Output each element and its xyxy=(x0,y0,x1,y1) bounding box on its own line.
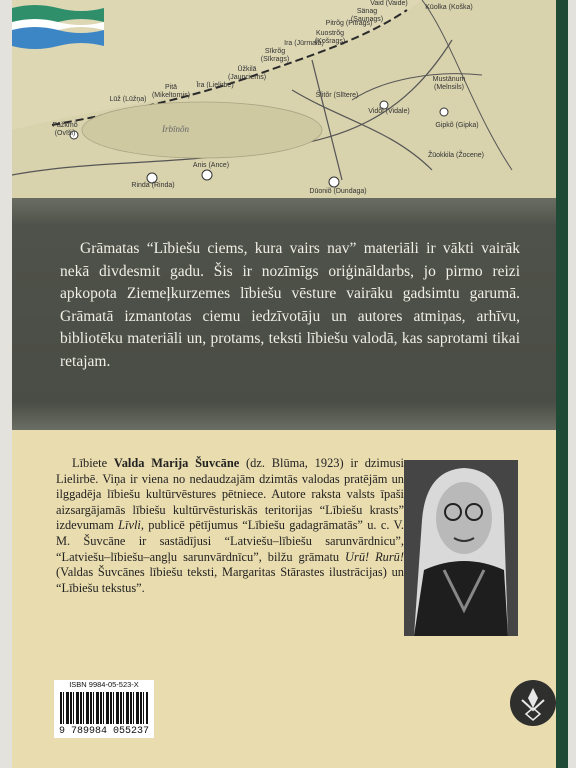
publisher-logo-icon xyxy=(510,680,556,726)
isbn-number: 9 789984 055237 xyxy=(58,726,149,737)
description-band xyxy=(12,198,556,430)
place-label: Lūž (Lūžņa) xyxy=(109,96,147,103)
place-label: Žūokkila (Žocene) xyxy=(427,152,485,159)
place-label: Mustānum (Melnsils) xyxy=(432,76,466,91)
place-label: Kuostrõg (Košrags) xyxy=(314,30,346,45)
barcode-bars xyxy=(60,692,148,724)
place-label: Pāžkmõ (Ovīši) xyxy=(52,122,78,137)
author-photo xyxy=(404,460,518,636)
livonian-flag xyxy=(12,0,104,50)
place-label: Vaid (Vaide) xyxy=(370,0,408,7)
place-label: Sīkrõg (Sīkrags) xyxy=(260,48,290,63)
book-back-cover xyxy=(12,0,568,768)
place-label: Ira (Jūrmala) xyxy=(284,40,324,47)
place-label: Ūžkilā (Jaunciems) xyxy=(227,66,267,81)
bio-intro: Lībiete xyxy=(72,456,114,470)
isbn-barcode xyxy=(54,680,154,738)
place-label: Īra (Lielirbe) xyxy=(196,82,234,89)
livli-title: Līvli xyxy=(118,518,141,533)
cover-edge xyxy=(556,0,568,768)
place-label: Sänag (Saunags) xyxy=(350,8,384,23)
place-label: Rinda (Rinda) xyxy=(131,182,175,189)
urru-title: Urū! Rurū! xyxy=(345,549,404,564)
place-label: Šlitõr (Slītere) xyxy=(315,92,359,99)
place-label: Gipkõ (Gipka) xyxy=(435,122,479,129)
bio-text: (dz. Blūma, 1923) ir dzimusi Lielirbē. Viņa ir viena no nedaudzajām dzimtās valodas pratējām un ilggadēja lībiešu kultūrvēstures pētniece. Autore raksta valsts īpaši aizsargājamās lībiešu kultūrvēsturiskās teritorijas “Lībiešu krasts” izdevumam xyxy=(56,456,404,533)
bio-text: , publicē pētījumus “Lībiešu gadagrāmatās” u. c. V. M. Šuvcāne ir sastādījusi “Latviešu–lībiešu sarunvārdnicu”, “Latviešu–lībiešu–angļu sarunvārdnīcu”, bilžu grāmatu xyxy=(56,518,405,564)
place-label: Anis (Ance) xyxy=(192,162,230,169)
coastal-map xyxy=(12,0,556,210)
bio-text: (Valdas Šuvcānes lībiešu teksti, Margaritas Stārastes ilustrācijas) un “Lībiešu tekstus”. xyxy=(56,565,404,595)
region-label-text: Irbīnõn xyxy=(162,124,189,134)
author-bio xyxy=(56,456,404,596)
place-label: Kūolka (Koška) xyxy=(425,4,473,11)
author-name: Valda Marija Šuvcāne xyxy=(113,456,240,470)
place-label: Dūoniõ (Dundaga) xyxy=(309,188,367,195)
place-label: Pitā (Mikeltornis) xyxy=(151,84,191,99)
author-section xyxy=(12,430,556,768)
book-description: Grāmatas “Lībiešu ciems, kura vairs nav” materiāli ir vākti vairāk nekā divdesmit gadu. Šis ir nozīmīgs oriģināldarbs, jo pirmo reizi apkopota Ziemeļkurzemes lībiešu vēsture vairāku gadsimtu garumā. Grāmatā izmantotas ciemu iedzīvotāju un autores atmiņas, arhīvu, bibliotēku materiāli un, protams, teksti lībiešu valodā, kas saprotami tikai retajam. xyxy=(60,240,520,370)
place-label: Vidõl (Vidale) xyxy=(368,108,410,115)
place-label: Pitrõg (Pitrags) xyxy=(325,20,373,27)
isbn-label: ISBN 9984-05-523-X xyxy=(69,680,139,689)
